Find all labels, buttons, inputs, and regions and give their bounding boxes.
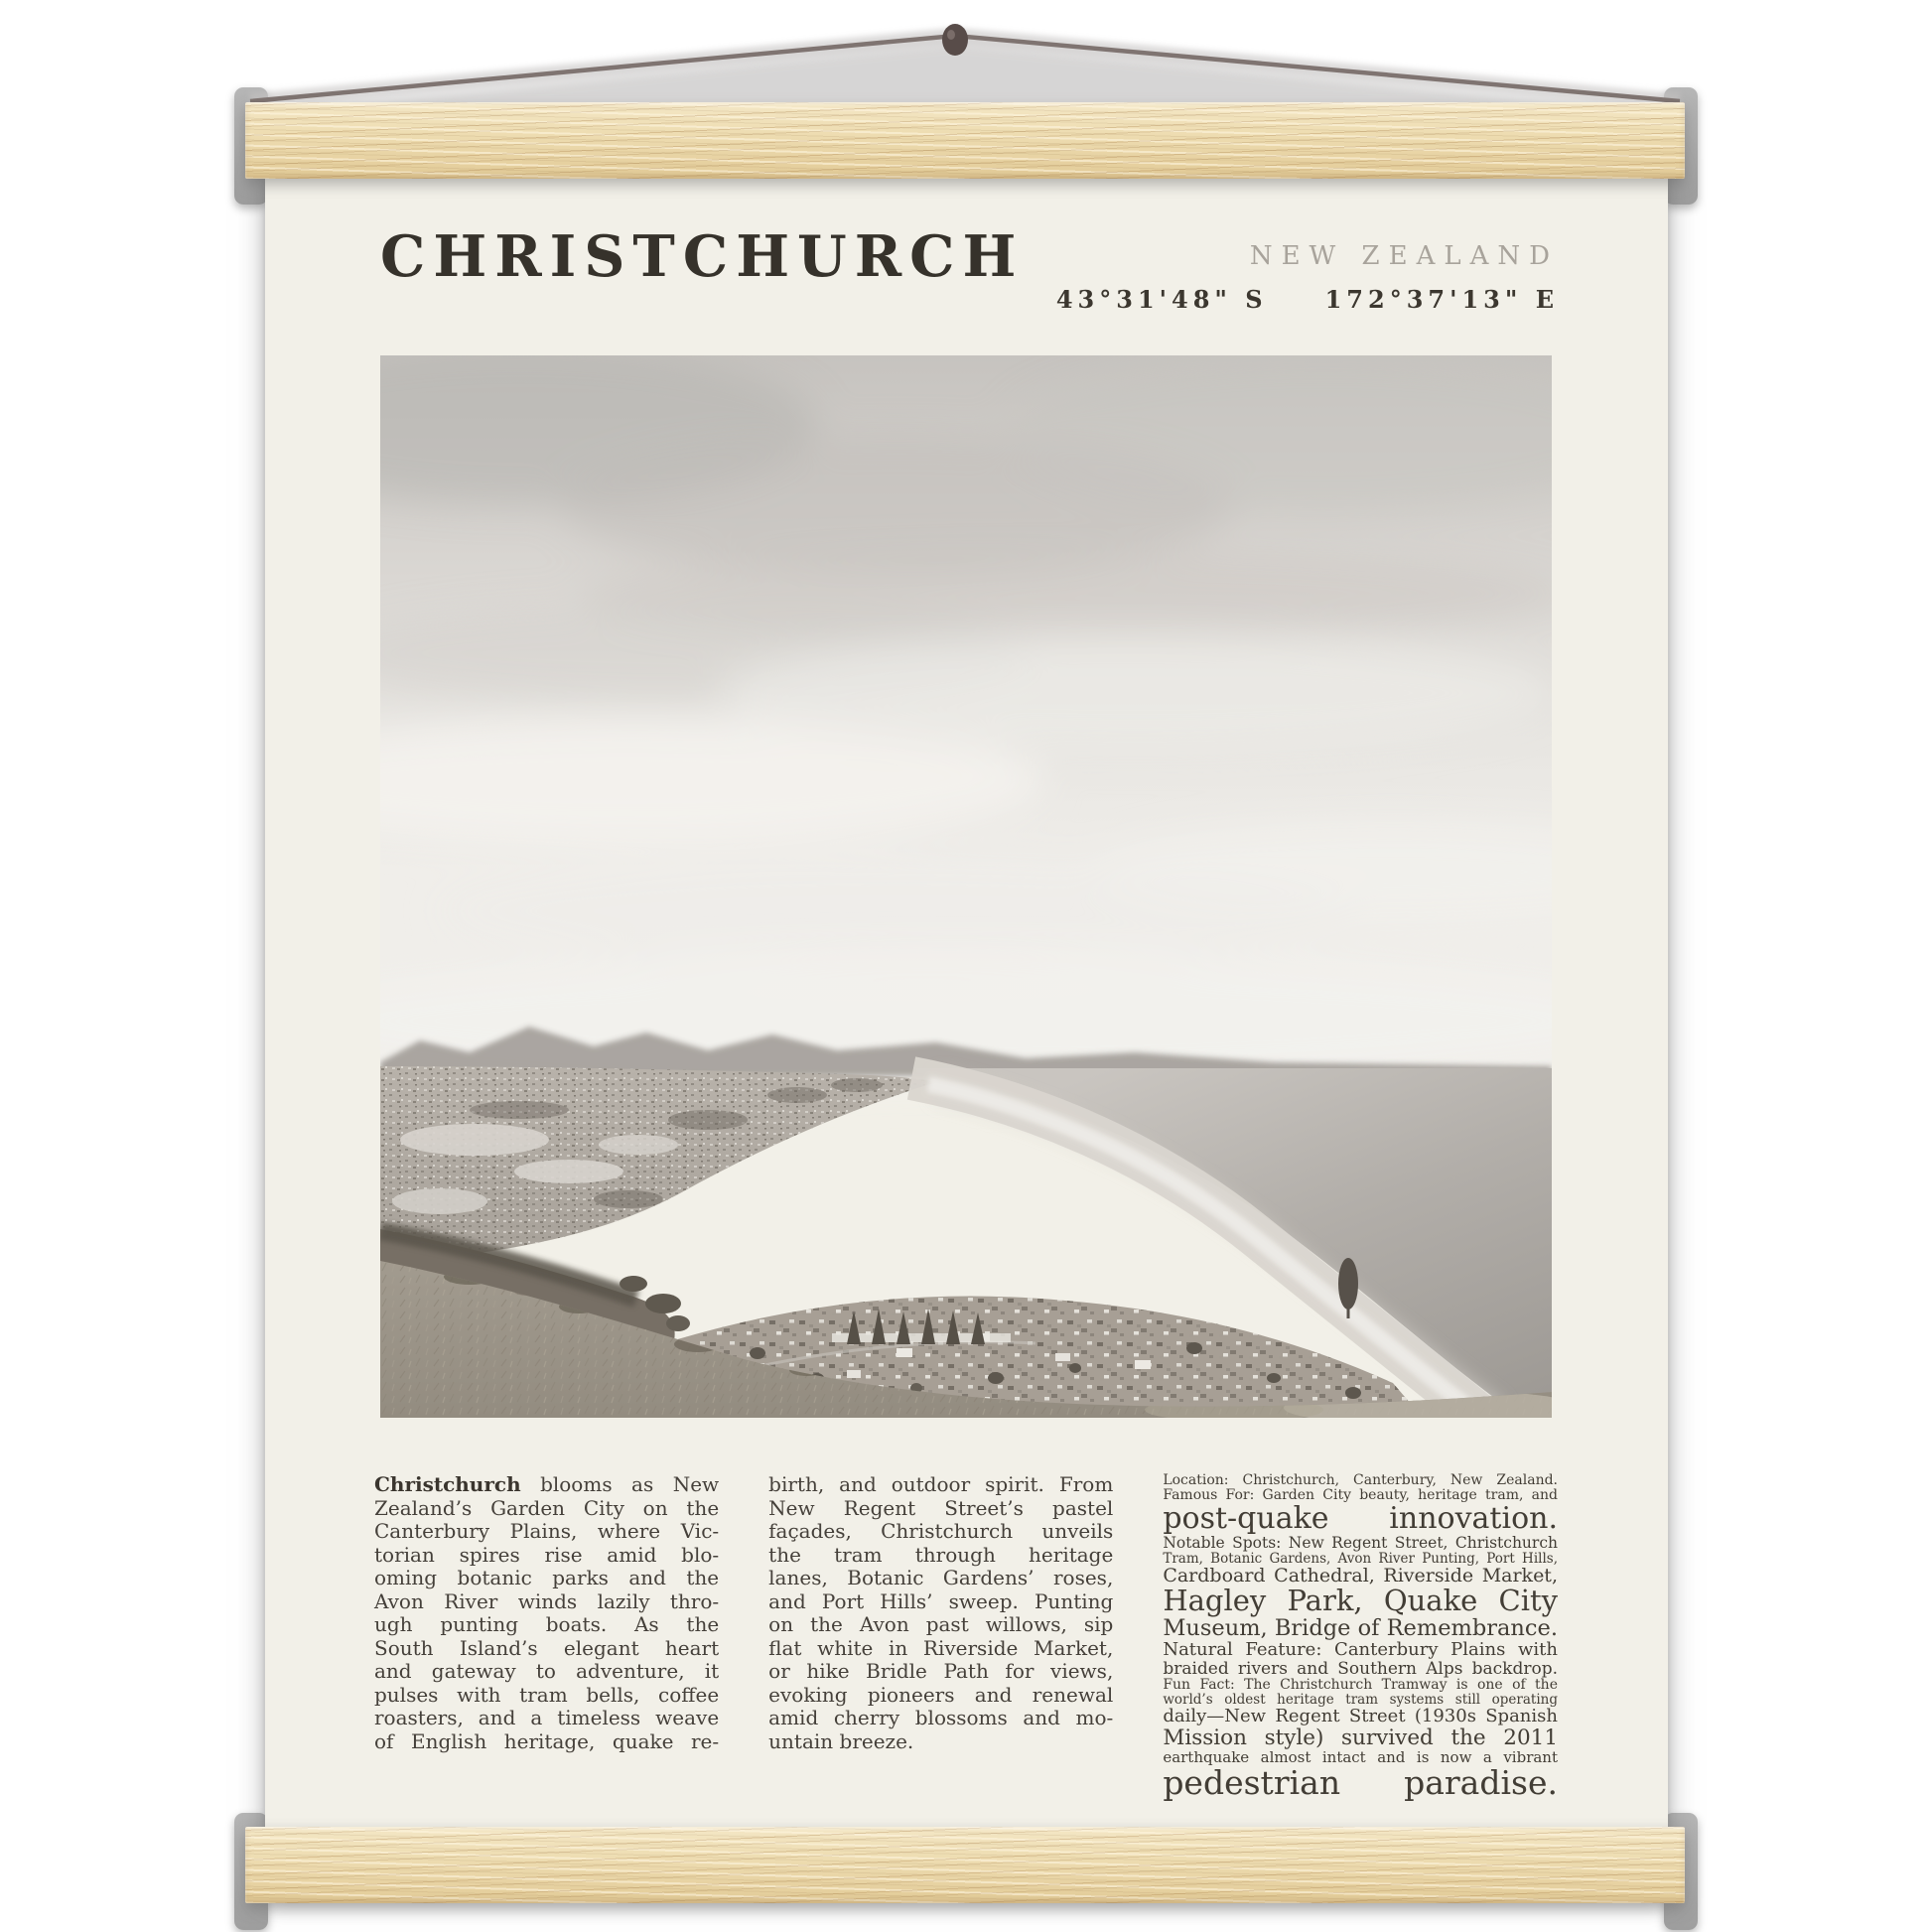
fact-line: daily—New Regent Street (1930s Spanish bbox=[1163, 1706, 1558, 1727]
cord-halo bbox=[250, 36, 1680, 101]
longitude-value: 172°37'13" E bbox=[1324, 285, 1559, 314]
text-line: oming botanic parks and the bbox=[374, 1566, 720, 1589]
text-line: of English heritage, quake re- bbox=[374, 1728, 720, 1753]
cord-shadow-wedge bbox=[250, 40, 1680, 111]
text-line: South Island’s elegant heart bbox=[374, 1635, 720, 1660]
latitude-value: 43°31'48" S bbox=[1055, 285, 1268, 314]
fact-line: Tram, Botanic Gardens, Avon River Punting, Port Hills, bbox=[1163, 1550, 1558, 1567]
continuation-column bbox=[768, 1473, 1113, 1800]
poster-header bbox=[380, 223, 1559, 314]
cord-line bbox=[250, 36, 1680, 101]
text-line: untain breeze. bbox=[768, 1728, 914, 1753]
text-line: façades, Christchurch unveils bbox=[768, 1519, 1114, 1543]
fact-line: Famous For: Garden City beauty, heritage tram, and bbox=[1163, 1486, 1558, 1503]
wooden-hanger-bottom bbox=[245, 1827, 1685, 1903]
fact-line: Cardboard Cathedral, Riverside Market, bbox=[1163, 1565, 1558, 1587]
nail-highlight bbox=[947, 30, 955, 40]
text-line: Zealand’s Garden City on the bbox=[374, 1495, 720, 1520]
text-line: roasters, and a timeless weave bbox=[374, 1706, 720, 1729]
lead-word: Christchurch bbox=[374, 1472, 521, 1496]
facts-column bbox=[1163, 1473, 1558, 1800]
text-line: Christchurch blooms as New bbox=[374, 1472, 720, 1496]
fact-line: Natural Feature: Canterbury Plains with bbox=[1163, 1639, 1558, 1661]
nail-icon bbox=[942, 24, 968, 56]
fact-line: earthquake almost intact and is now a vibrant bbox=[1163, 1747, 1558, 1766]
photo-illustration bbox=[380, 355, 1552, 1418]
fact-line: Location: Christchurch, Canterbury, New Zealand. bbox=[1163, 1472, 1558, 1488]
intro-column bbox=[374, 1473, 719, 1800]
text-line: evoking pioneers and renewal bbox=[768, 1682, 1114, 1707]
header-right bbox=[1056, 241, 1559, 314]
text-line: pulses with tram bells, coffee bbox=[374, 1682, 720, 1707]
fact-line: Mission style) survived the 2011 bbox=[1163, 1725, 1558, 1750]
description-columns bbox=[374, 1473, 1558, 1800]
fact-line: Hagley Park, Quake City bbox=[1163, 1584, 1558, 1618]
fact-line: pedestrian paradise. bbox=[1163, 1762, 1558, 1802]
poster-paper bbox=[265, 149, 1668, 1888]
text-line: or hike Bridle Path for views, bbox=[768, 1659, 1114, 1683]
christchurch-photo bbox=[380, 355, 1552, 1418]
text-line: ugh punting boats. As the bbox=[374, 1612, 720, 1636]
text-line: and gateway to adventure, it bbox=[374, 1659, 720, 1683]
fact-line: world’s oldest heritage tram systems still operating bbox=[1163, 1691, 1558, 1708]
text-line: amid cherry blossoms and mo- bbox=[768, 1706, 1114, 1729]
country-label: NEW ZEALAND bbox=[1249, 241, 1559, 271]
fact-line: post-quake innovation. bbox=[1163, 1500, 1558, 1536]
text-line: the tram through heritage bbox=[768, 1542, 1114, 1567]
wooden-hanger-top bbox=[245, 102, 1685, 179]
fact-line: Museum, Bridge of Remembrance. bbox=[1163, 1615, 1558, 1642]
text-line: flat white in Riverside Market, bbox=[768, 1635, 1114, 1660]
text-line: and Port Hills’ sweep. Punting bbox=[768, 1588, 1114, 1613]
text-line: torian spires rise amid blo- bbox=[374, 1542, 720, 1567]
poster-title: CHRISTCHURCH bbox=[380, 223, 1025, 290]
fact-line: Notable Spots: New Regent Street, Christchurch bbox=[1163, 1534, 1558, 1553]
text-line: lanes, Botanic Gardens’ roses, bbox=[768, 1566, 1114, 1589]
text-line: Avon River winds lazily thro- bbox=[374, 1588, 720, 1613]
fact-line: Fun Fact: The Christchurch Tramway is one of the bbox=[1163, 1676, 1558, 1693]
coordinates bbox=[1056, 285, 1559, 314]
text-line: New Regent Street’s pastel bbox=[768, 1495, 1114, 1520]
text-line: birth, and outdoor spirit. From bbox=[768, 1472, 1114, 1496]
text-line: Canterbury Plains, where Vic- bbox=[374, 1519, 720, 1543]
text-line: on the Avon past willows, sip bbox=[768, 1612, 1114, 1636]
fact-line: braided rivers and Southern Alps backdrop. bbox=[1163, 1658, 1558, 1679]
